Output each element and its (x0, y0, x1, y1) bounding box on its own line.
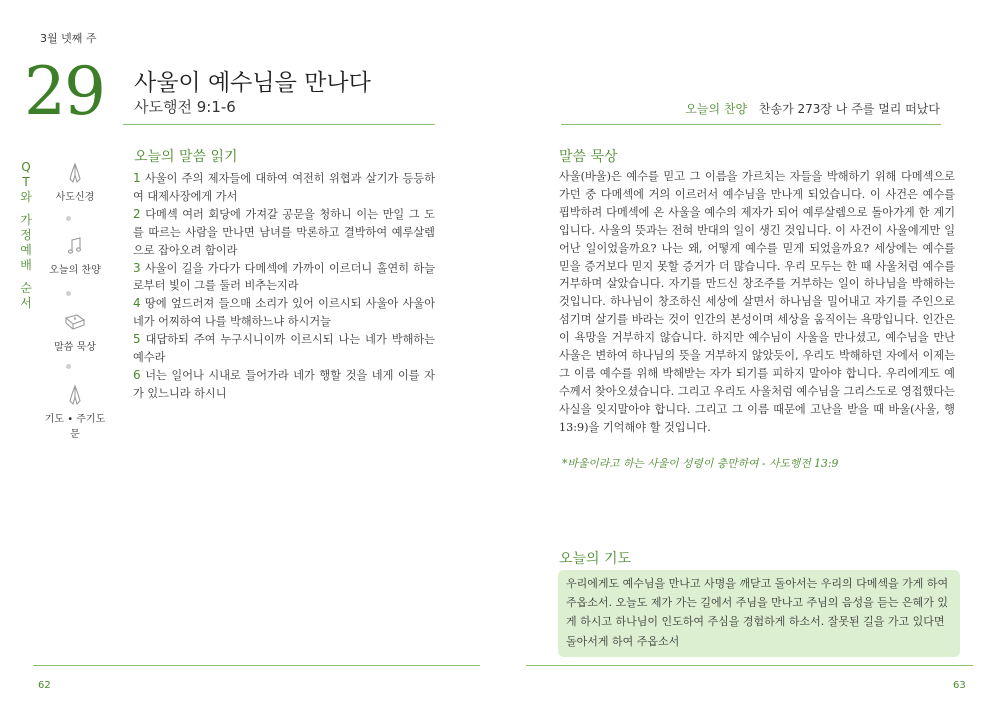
verse: 6 너는 일어나 시내로 들어가라 네가 행할 것을 네게 이를 자가 있느니라 하시니 (133, 367, 435, 400)
qt-order-vertical-label: Q T 와 가 정 예 배 순 서 (20, 160, 32, 310)
footer-divider-left (33, 665, 480, 666)
praying-hands-icon (64, 162, 86, 184)
verse: 4 땅에 엎드러져 들으매 소리가 있어 이르시되 사울아 사울아 네가 어찌하여 나를 박해하느냐 하시거늘 (133, 296, 435, 329)
footer-divider-right (526, 665, 973, 666)
header-divider-right (561, 124, 941, 125)
page-title: 사울이 예수님을 만나다 (134, 70, 371, 96)
step-hymn (40, 235, 110, 276)
hymn-text: 찬송가 273장 나 주를 멀리 떠났다 (758, 102, 940, 116)
step-apostles-creed (40, 162, 110, 203)
scripture-reference: 사도행전 9:1-6 (134, 98, 236, 116)
meditation-body: 사울(바울)은 예수를 믿고 그 이름을 가르치는 자들을 박해하기 위해 다메섹으로 가던 중 다메섹에 거의 이르러서 예수님을 만나게 되었습니다. 이 사건은 예수를 핍박하려 다메섹에 온 사울을 예수의 제자가 되어 예루살렘으로 돌아가게 한 계기입니다. 사울의 뜻과는 전혀 반대의 일이 생긴 것입니다. 이 사건이 사울에게만 일어난 일이었을까요? 나는 왜, 어떻게 예수를 믿게 되었을까요? 세상에는 예수를 믿을 증거보다 믿지 못할 증거가 더 많습니다. 우리 모두는 한 때 사울처럼 예수를 거부하며 살았습니다. 자기를 만드신 창조주를 거부하는 일이 하나님을 박해하는 것입니다. 하나님이 창조하신 세상에 살면서 하나님을 밀어내고 자기를 주인으로 섬기며 살기를 바라는 것이 인간의 본성이며 세상을 움직이는 욕망입니다. 인간은 이 욕망을 거부하지 않습니다. 하지만 예수님이 사울을 만나셨고, 예수님을 만난 사울은 변하여 하나님의 뜻을 거부하지 않았듯이, 우리도 박해하던 자에서 이제는 그 이름 예수를 위해 박해받는 자가 되기를 피하지 말아야 합니다. 우리에게도 예수께서 찾아오셨습니다. 그리고 우리도 사울처럼 예수님을 그리스도로 영접했다는 사실을 잊지말아야 합니다. 그리고 그 이름 때문에 고난을 받을 때 바울(사울, 행 13:9)을 기억해야 할 것입니다. (559, 170, 955, 434)
hymn-line (685, 100, 940, 117)
step-connector-dot (66, 364, 71, 369)
hymn-label: 오늘의 찬양 (685, 102, 748, 116)
reading-heading: 오늘의 말씀 읽기 (134, 149, 238, 165)
week-label: 3월 넷째 주 (40, 32, 97, 45)
verse: 5 대답하되 주여 누구시니이까 이르시되 나는 네가 박해하는 예수라 (133, 332, 435, 365)
meditation-quote: *바울이라고 하는 사울이 성령이 충만하여 - 사도행전 13:9 (562, 457, 839, 470)
step-label: 사도신경 (55, 192, 95, 203)
praying-hands-icon (64, 384, 86, 406)
page-number-right: 63 (953, 680, 966, 691)
verse: 1 사울이 주의 제자들에 대하여 여전히 위협과 살기가 등등하여 대제사장에게 가서 (133, 171, 435, 203)
step-connector-dot (66, 291, 71, 296)
step-connector-dot (66, 216, 71, 221)
verse: 3 사울이 길을 가다가 다메섹에 가까이 이르더니 홀연히 하늘로부터 빛이 그를 둘러 비추는지라 (133, 260, 435, 293)
step-label: 오늘의 찬양 (49, 265, 101, 276)
prayer-heading: 오늘의 기도 (559, 551, 632, 567)
page-number-left: 62 (38, 680, 51, 691)
step-label: 기도 • 주기도문 (44, 414, 106, 440)
bible-icon (63, 312, 87, 334)
step-meditation (40, 312, 110, 353)
step-prayer (40, 384, 110, 440)
prayer-body: 우리에게도 예수님을 만나고 사명을 깨닫고 돌아서는 우리의 다메섹을 가게 하여 주옵소서. 오늘도 제가 가는 길에서 주님을 만나고 주님의 음성을 듣는 은혜가 있게 하시고 하나님이 인도하여 주심을 경험하게 하소서. 잘못된 길을 가고 있다면 돌아서게 하여 주옵소서 (558, 570, 960, 657)
music-note-icon (64, 235, 86, 257)
step-label: 말씀 묵상 (54, 342, 96, 353)
meditation-heading: 말씀 묵상 (559, 149, 618, 165)
verse: 2 다메섹 여러 회당에 가져갈 공문을 청하니 이는 만일 그 도를 따르는 사람을 만나면 남녀를 막론하고 결박하여 예루살렘으로 잡아오려 함이라 (133, 206, 435, 257)
header-divider-left (123, 124, 435, 125)
scripture-reading (133, 170, 435, 403)
day-number: 29 (24, 53, 104, 130)
